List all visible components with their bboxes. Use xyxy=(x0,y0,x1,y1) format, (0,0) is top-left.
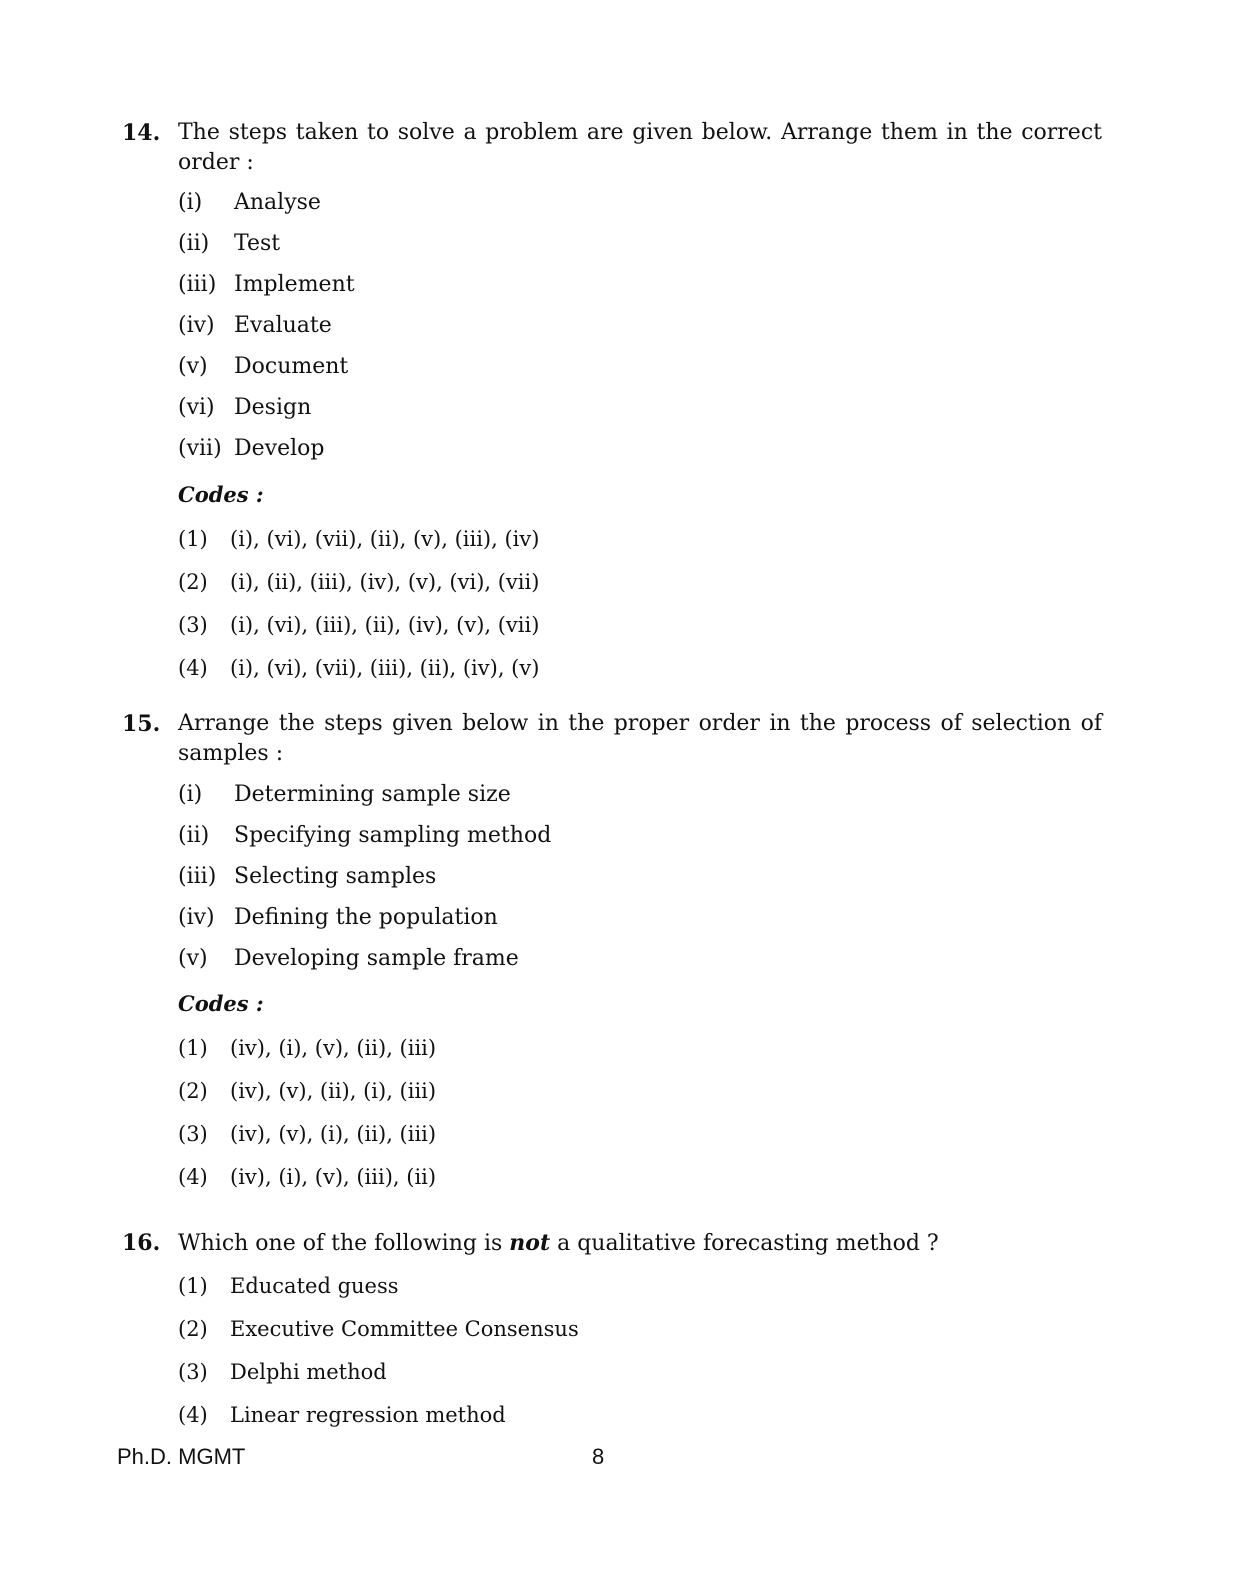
codes-label: Codes : xyxy=(178,991,264,1016)
answer-option: (4) (iv), (i), (v), (iii), (ii) xyxy=(178,1165,437,1189)
question-14 xyxy=(122,118,1102,680)
answer-option: (2) (iv), (v), (ii), (i), (iii) xyxy=(178,1079,437,1103)
answer-option: (4) (i), (vi), (vii), (iii), (ii), (iv), (v) xyxy=(178,656,540,680)
answer-option: (1) (iv), (i), (v), (ii), (iii) xyxy=(178,1036,437,1060)
list-item: (ii) Test xyxy=(178,231,281,256)
list-item: (vi) Design xyxy=(178,395,312,420)
answer-option: (1) (i), (vi), (vii), (ii), (v), (iii), (iv) xyxy=(178,527,540,551)
answer-option: (2) (i), (ii), (iii), (iv), (v), (vi), (vii) xyxy=(178,570,540,594)
question-number: 16. xyxy=(122,1230,161,1256)
list-item: (iii) Selecting samples xyxy=(178,864,437,889)
answer-option: (3) Delphi method xyxy=(178,1360,387,1384)
list-item: (i) Analyse xyxy=(178,190,321,215)
question-text: Which one of the following is not a qualitative forecasting method ? xyxy=(178,1230,939,1256)
page-number: 8 xyxy=(592,1444,605,1469)
list-item: (iv) Evaluate xyxy=(178,313,332,338)
answer-option: (2) Executive Committee Consensus xyxy=(178,1317,579,1341)
list-item: (iv) Defining the population xyxy=(178,905,498,930)
question-text: The steps taken to solve a problem are given below. Arrange them in the correct order : xyxy=(178,120,1102,175)
list-item: (ii) Specifying sampling method xyxy=(178,823,552,848)
answer-option: (3) (i), (vi), (iii), (ii), (iv), (v), (vii) xyxy=(178,613,540,637)
list-item: (iii) Implement xyxy=(178,272,355,297)
answer-option: (3) (iv), (v), (i), (ii), (iii) xyxy=(178,1122,437,1146)
list-item: (v) Document xyxy=(178,354,349,379)
footer-paper-code: Ph.D. MGMT xyxy=(117,1444,246,1469)
list-item: (v) Developing sample frame xyxy=(178,946,519,971)
emphasis-not: not xyxy=(509,1230,551,1256)
list-item: (vii) Develop xyxy=(178,436,325,461)
question-number: 14. xyxy=(122,120,161,146)
question-text: Arrange the steps given below in the proper order in the process of selection of samples : xyxy=(178,711,1102,766)
codes-label: Codes : xyxy=(178,482,264,507)
list-item: (i) Determining sample size xyxy=(178,782,511,807)
question-15 xyxy=(122,709,1102,1189)
answer-option: (4) Linear regression method xyxy=(178,1403,506,1427)
answer-option: (1) Educated guess xyxy=(178,1274,399,1298)
question-16 xyxy=(122,1228,1102,1427)
question-number: 15. xyxy=(122,711,161,737)
